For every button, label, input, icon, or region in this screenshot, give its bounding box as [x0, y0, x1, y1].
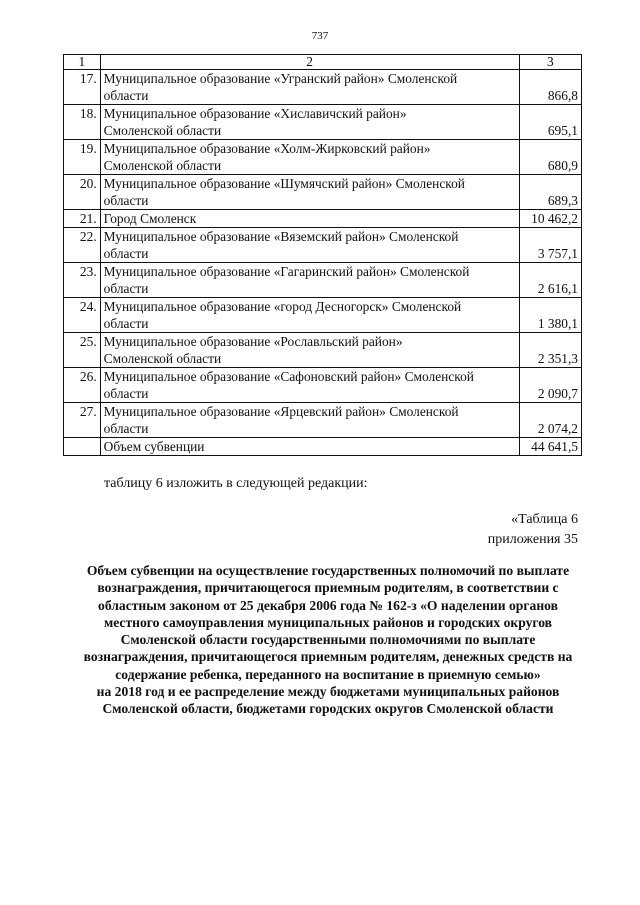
table-reference: [488, 510, 578, 550]
description-line-1: Муниципальное образование «Ярцевский район» Смоленской: [103, 404, 459, 419]
description-line-1: Муниципальное образование «Вяземский район» Смоленской: [103, 229, 459, 244]
row-number: 21.: [64, 210, 101, 228]
description-line-1: Муниципальное образование «Хиславичский район»: [103, 106, 407, 121]
row-number: 22.: [64, 228, 101, 263]
row-number: 25.: [64, 333, 101, 368]
subsidy-table: [63, 54, 582, 456]
page-number: 737: [311, 30, 329, 42]
row-description: [100, 228, 519, 263]
table-row: [64, 298, 582, 333]
table-row: [64, 228, 582, 263]
row-value: 2 616,1: [519, 263, 581, 298]
row-description: [100, 403, 519, 438]
table-row: [64, 368, 582, 403]
row-number: 23.: [64, 263, 101, 298]
row-description: [100, 368, 519, 403]
row-number: 27.: [64, 403, 101, 438]
row-number: 26.: [64, 368, 101, 403]
row-description: [100, 140, 519, 175]
row-value: 680,9: [519, 140, 581, 175]
table-6-title: [58, 562, 598, 718]
description-line-2: области: [103, 281, 149, 296]
row-value: 2 090,7: [519, 368, 581, 403]
description-line-2: Смоленской области: [103, 351, 222, 366]
description-line-1: Муниципальное образование «Угранский район» Смоленской: [103, 71, 458, 86]
description-line-2: области: [103, 246, 149, 261]
table-row: [64, 70, 582, 105]
title-line: Смоленской области, бюджетами городских округов Смоленской области: [102, 701, 554, 717]
description-line-1: Муниципальное образование «Рославльский район»: [103, 334, 403, 349]
table-row: [64, 140, 582, 175]
table-row: [64, 403, 582, 438]
row-description: [100, 333, 519, 368]
description-line-2: Смоленской области: [103, 158, 222, 173]
total-empty-cell: [64, 438, 101, 456]
amendment-instruction: таблицу 6 изложить в следующей редакции:: [104, 476, 368, 491]
title-line: вознаграждения, причитающегося приемным родителям, денежных средств на: [83, 649, 573, 665]
row-value: 866,8: [519, 70, 581, 105]
table-row: [64, 175, 582, 210]
table-total-row: [64, 438, 582, 456]
table-reference-line-2: приложения 35: [487, 532, 578, 547]
row-description: [100, 105, 519, 140]
row-value: 689,3: [519, 175, 581, 210]
row-number: 24.: [64, 298, 101, 333]
row-value: 695,1: [519, 105, 581, 140]
row-description: [100, 263, 519, 298]
row-description: [100, 298, 519, 333]
title-line: Объем субвенции на осуществление государственных полномочий по выплате: [86, 563, 570, 578]
table-row: [64, 333, 582, 368]
title-line: на 2018 год и ее распределение между бюджетами муниципальных районов: [96, 684, 560, 700]
title-line: Смоленской области государственными полномочиями по выплате: [120, 632, 536, 648]
row-value: 10 462,2: [519, 210, 581, 228]
description-line-2: области: [103, 386, 149, 401]
row-description: [100, 70, 519, 105]
table-header-row: [64, 55, 582, 70]
row-number: 17.: [64, 70, 101, 105]
row-value: 1 380,1: [519, 298, 581, 333]
title-line: областным законом от 25 декабря 2006 года № 162-з «О наделении органов: [98, 597, 558, 613]
row-number: 19.: [64, 140, 101, 175]
table-row: [64, 105, 582, 140]
description-line-2: области: [103, 421, 149, 436]
row-value: 2 074,2: [519, 403, 581, 438]
total-value: 44 641,5: [519, 438, 581, 456]
total-label: Объем субвенции: [100, 438, 519, 456]
description-line-2: области: [103, 88, 149, 103]
table-row: [64, 210, 582, 228]
table-reference-line-1: «Таблица 6: [511, 512, 578, 527]
row-number: 20.: [64, 175, 101, 210]
description-line-2: Смоленской области: [103, 123, 222, 138]
row-value: 2 351,3: [519, 333, 581, 368]
title-line: вознаграждения, причитающегося приемным родителям, в соответствии с: [97, 580, 559, 596]
description-line-1: Муниципальное образование «Шумячский район» Смоленской: [103, 176, 465, 191]
description-line-1: Муниципальное образование «Гагаринский район» Смоленской: [103, 264, 470, 279]
row-value: 3 757,1: [519, 228, 581, 263]
header-col-2: 2: [100, 55, 519, 70]
header-col-1: 1: [64, 55, 101, 70]
title-line: местного самоуправления муниципальных районов и городских округов: [103, 614, 553, 630]
header-col-3: 3: [519, 55, 581, 70]
description-line-2: области: [103, 193, 149, 208]
description-line-1: Город Смоленск: [103, 211, 197, 226]
description-line-1: Муниципальное образование «город Десногорск» Смоленской: [103, 299, 462, 314]
table-row: [64, 263, 582, 298]
title-line: содержание ребенка, переданного на воспитание в приемную семью»: [115, 666, 541, 682]
description-line-1: Муниципальное образование «Холм-Жирковский район»: [103, 141, 431, 156]
row-number: 18.: [64, 105, 101, 140]
description-line-1: Муниципальное образование «Сафоновский район» Смоленской: [103, 369, 474, 384]
row-description: [100, 210, 519, 228]
description-line-2: области: [103, 316, 149, 331]
row-description: [100, 175, 519, 210]
